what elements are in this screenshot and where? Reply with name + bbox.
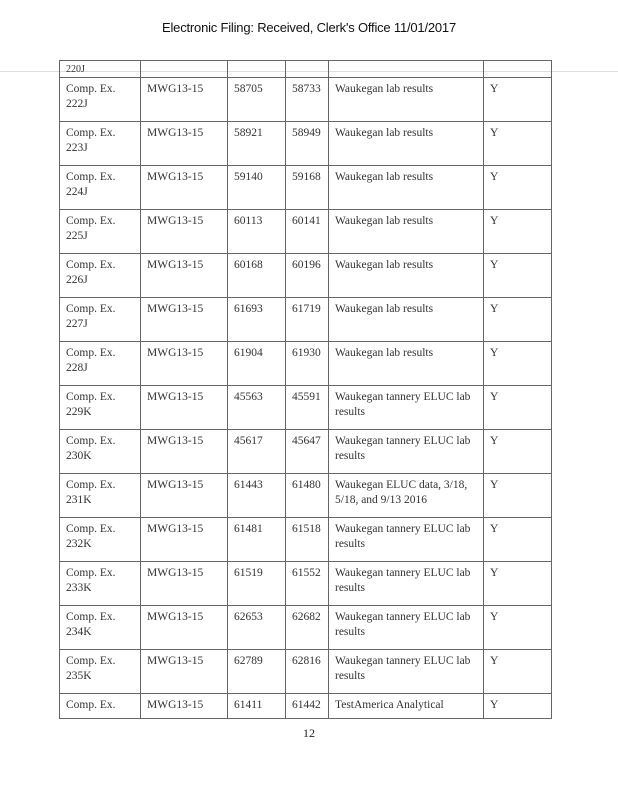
end-page-cell: 60196: [286, 254, 329, 298]
description-cell: Waukegan tannery ELUC lab results: [329, 650, 484, 694]
start-page-cell: 45563: [228, 386, 286, 430]
bates-prefix-cell: MWG13-15: [141, 78, 228, 122]
description-cell: Waukegan tannery ELUC lab results: [329, 606, 484, 650]
bates-prefix-cell: MWG13-15: [141, 650, 228, 694]
end-page-cell: [286, 61, 329, 78]
bates-prefix-cell: MWG13-15: [141, 254, 228, 298]
bates-prefix-cell: MWG13-15: [141, 562, 228, 606]
exhibit-table-body: [60, 61, 552, 719]
description-cell: Waukegan lab results: [329, 122, 484, 166]
exhibit-cell: Comp. Ex. 229K: [60, 386, 141, 430]
bates-prefix-cell: MWG13-15: [141, 386, 228, 430]
table-row: [60, 694, 552, 719]
description-cell: Waukegan lab results: [329, 254, 484, 298]
exhibit-table: [59, 60, 552, 719]
exhibit-cell: Comp. Ex. 223J: [60, 122, 141, 166]
end-page-cell: 58733: [286, 78, 329, 122]
flag-cell: Y: [484, 474, 552, 518]
start-page-cell: 45617: [228, 430, 286, 474]
exhibit-cell: Comp. Ex. 224J: [60, 166, 141, 210]
table-row: [60, 166, 552, 210]
start-page-cell: 62653: [228, 606, 286, 650]
exhibit-cell: Comp. Ex. 222J: [60, 78, 141, 122]
exhibit-cell: Comp. Ex. 231K: [60, 474, 141, 518]
exhibit-cell: 220J: [60, 61, 141, 78]
end-page-cell: 61442: [286, 694, 329, 719]
bates-prefix-cell: MWG13-15: [141, 122, 228, 166]
bates-prefix-cell: MWG13-15: [141, 430, 228, 474]
bates-prefix-cell: MWG13-15: [141, 166, 228, 210]
start-page-cell: 58921: [228, 122, 286, 166]
description-cell: Waukegan tannery ELUC lab results: [329, 430, 484, 474]
table-row: [60, 606, 552, 650]
page-number: 12: [303, 726, 315, 740]
exhibit-cell: Comp. Ex. 235K: [60, 650, 141, 694]
bates-prefix-cell: MWG13-15: [141, 342, 228, 386]
description-cell: Waukegan ELUC data, 3/18, 5/18, and 9/13 2016: [329, 474, 484, 518]
exhibit-cell: Comp. Ex. 234K: [60, 606, 141, 650]
flag-cell: Y: [484, 298, 552, 342]
exhibit-cell: Comp. Ex. 226J: [60, 254, 141, 298]
table-row: [60, 298, 552, 342]
description-cell: Waukegan tannery ELUC lab results: [329, 518, 484, 562]
end-page-cell: 45647: [286, 430, 329, 474]
description-cell: Waukegan lab results: [329, 342, 484, 386]
bates-prefix-cell: MWG13-15: [141, 210, 228, 254]
flag-cell: Y: [484, 518, 552, 562]
bates-prefix-cell: MWG13-15: [141, 694, 228, 719]
end-page-cell: 58949: [286, 122, 329, 166]
start-page-cell: 60168: [228, 254, 286, 298]
bates-prefix-cell: MWG13-15: [141, 474, 228, 518]
end-page-cell: 61930: [286, 342, 329, 386]
start-page-cell: 58705: [228, 78, 286, 122]
start-page-cell: 61904: [228, 342, 286, 386]
end-page-cell: 45591: [286, 386, 329, 430]
flag-cell: Y: [484, 122, 552, 166]
description-cell: TestAmerica Analytical: [329, 694, 484, 719]
table-row: [60, 430, 552, 474]
flag-cell: Y: [484, 166, 552, 210]
start-page-cell: [228, 61, 286, 78]
flag-cell: Y: [484, 210, 552, 254]
end-page-cell: 61518: [286, 518, 329, 562]
end-page-cell: 61552: [286, 562, 329, 606]
bates-prefix-cell: MWG13-15: [141, 606, 228, 650]
bates-prefix-cell: MWG13-15: [141, 298, 228, 342]
table-row: [60, 474, 552, 518]
exhibit-cell: Comp. Ex. 232K: [60, 518, 141, 562]
filing-stamp-header: Electronic Filing: Received, Clerk's Office 11/01/2017: [162, 20, 456, 35]
flag-cell: Y: [484, 694, 552, 719]
table-row: [60, 386, 552, 430]
start-page-cell: 61443: [228, 474, 286, 518]
exhibit-cell: Comp. Ex. 228J: [60, 342, 141, 386]
table-row: [60, 650, 552, 694]
end-page-cell: 60141: [286, 210, 329, 254]
exhibit-cell: Comp. Ex. 225J: [60, 210, 141, 254]
description-cell: Waukegan lab results: [329, 166, 484, 210]
table-row: [60, 518, 552, 562]
start-page-cell: 61693: [228, 298, 286, 342]
flag-cell: Y: [484, 386, 552, 430]
start-page-cell: 61481: [228, 518, 286, 562]
description-cell: [329, 61, 484, 78]
end-page-cell: 61719: [286, 298, 329, 342]
bates-prefix-cell: [141, 61, 228, 78]
description-cell: Waukegan lab results: [329, 78, 484, 122]
end-page-cell: 61480: [286, 474, 329, 518]
table-row: [60, 562, 552, 606]
start-page-cell: 61411: [228, 694, 286, 719]
description-cell: Waukegan tannery ELUC lab results: [329, 386, 484, 430]
flag-cell: [484, 61, 552, 78]
flag-cell: Y: [484, 562, 552, 606]
table-row: [60, 122, 552, 166]
table-row: [60, 78, 552, 122]
flag-cell: Y: [484, 650, 552, 694]
end-page-cell: 62816: [286, 650, 329, 694]
start-page-cell: 61519: [228, 562, 286, 606]
end-page-cell: 62682: [286, 606, 329, 650]
start-page-cell: 60113: [228, 210, 286, 254]
end-page-cell: 59168: [286, 166, 329, 210]
table-row: [60, 342, 552, 386]
flag-cell: Y: [484, 430, 552, 474]
table-row: [60, 210, 552, 254]
exhibit-cell: Comp. Ex. 230K: [60, 430, 141, 474]
description-cell: Waukegan lab results: [329, 298, 484, 342]
description-cell: Waukegan lab results: [329, 210, 484, 254]
start-page-cell: 62789: [228, 650, 286, 694]
flag-cell: Y: [484, 606, 552, 650]
start-page-cell: 59140: [228, 166, 286, 210]
table-row: [60, 254, 552, 298]
exhibit-cell: Comp. Ex.: [60, 694, 141, 719]
exhibit-cell: Comp. Ex. 233K: [60, 562, 141, 606]
flag-cell: Y: [484, 342, 552, 386]
exhibit-cell: Comp. Ex. 227J: [60, 298, 141, 342]
table-row: [60, 61, 552, 78]
flag-cell: Y: [484, 78, 552, 122]
flag-cell: Y: [484, 254, 552, 298]
bates-prefix-cell: MWG13-15: [141, 518, 228, 562]
description-cell: Waukegan tannery ELUC lab results: [329, 562, 484, 606]
